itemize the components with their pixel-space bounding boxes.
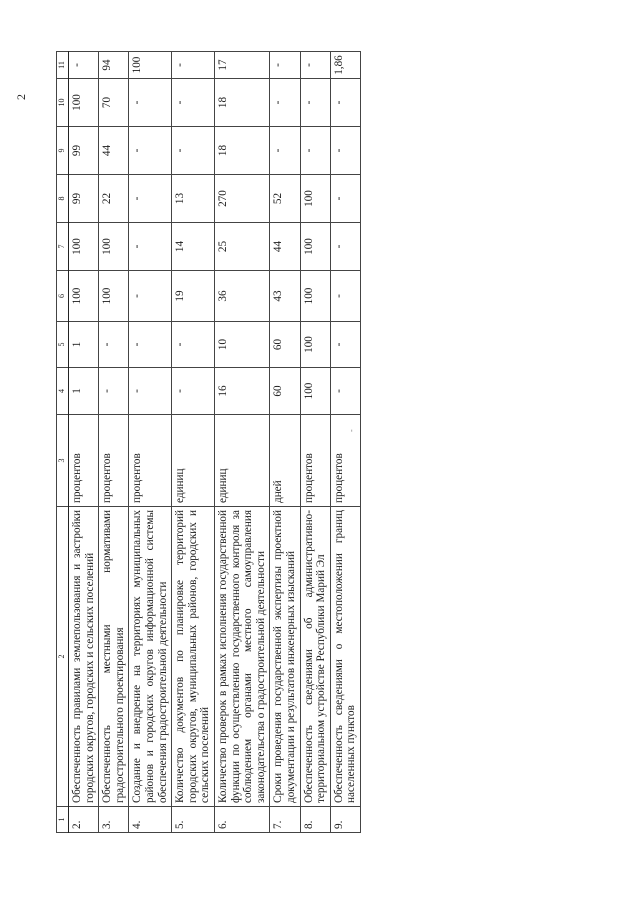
column-index-cell: 2 [57,507,69,807]
indicator-description: Количество документов по планировке территорий городских округов, муниципальных районов, городских и сельских поселений [172,507,215,807]
unit-cell: дней [270,415,300,507]
value-cell: - [99,368,129,415]
column-index-cell: 8 [57,175,69,223]
indicator-description: Обеспеченность местными нормативами градостроительного проектирования [99,507,129,807]
value-cell: 100 [99,271,129,322]
indicator-description: Количество проверок в рамках исполнения государственной функции по осуществлению государственного контроля за соблюдением органами местного самоуправления законодательства о градостроительной деятельности [214,507,269,807]
unit-cell: единиц [172,415,215,507]
value-cell: - [270,52,300,79]
value-cell: - [172,368,215,415]
column-index-cell: 7 [57,223,69,271]
value-cell: 100 [300,223,330,271]
value-cell: - [129,271,172,322]
column-index-cell: 5 [57,322,69,368]
column-index-cell: 6 [57,271,69,322]
value-cell: - [330,79,360,127]
value-cell: 52 [270,175,300,223]
column-index-cell: 3 [57,415,69,507]
table-row [129,52,172,833]
unit-cell: процентов [69,415,99,507]
value-cell: 100 [300,271,330,322]
value-cell: 25 [214,223,269,271]
value-cell: - [330,127,360,175]
table-row [172,52,215,833]
value-cell: 60 [270,322,300,368]
row-number: 2. [69,807,99,833]
page-number: 2 [14,94,28,100]
value-cell: 270 [214,175,269,223]
value-cell: - [330,223,360,271]
value-cell: - [172,79,215,127]
unit-cell: процентов [330,415,360,507]
column-index-row [57,52,69,833]
column-index-cell: 11 [57,52,69,79]
value-cell: - [270,79,300,127]
value-cell: 94 [99,52,129,79]
unit-cell: единиц [214,415,269,507]
row-number: 9. [330,807,360,833]
table-row [214,52,269,833]
value-cell: - [300,127,330,175]
value-cell: 1 [69,322,99,368]
unit-cell: процентов [99,415,129,507]
row-number: 3. [99,807,129,833]
row-number: 8. [300,807,330,833]
table-body [57,52,361,833]
column-index-cell: 10 [57,79,69,127]
row-number: 5. [172,807,215,833]
value-cell: 1 [69,368,99,415]
value-cell: - [270,127,300,175]
value-cell: 17 [214,52,269,79]
stray-mark: - [347,429,356,432]
value-cell: 100 [99,223,129,271]
value-cell: - [330,271,360,322]
value-cell: 99 [69,175,99,223]
value-cell: 18 [214,79,269,127]
table-row [69,52,99,833]
indicator-description: Обеспеченность сведениями об административно-территориальном устройстве Республики Марий Эл [300,507,330,807]
table-row [270,52,300,833]
indicators-table [56,51,361,833]
table-row [300,52,330,833]
table-row [99,52,129,833]
indicator-description: Сроки проведения государственной экспертизы проектной документации и результатов инженерных изысканий [270,507,300,807]
value-cell: 19 [172,271,215,322]
value-cell: 100 [69,271,99,322]
value-cell: - [330,368,360,415]
unit-cell: процентов [129,415,172,507]
value-cell: 43 [270,271,300,322]
value-cell: 14 [172,223,215,271]
value-cell: 44 [99,127,129,175]
value-cell: - [129,368,172,415]
value-cell: 22 [99,175,129,223]
value-cell: - [69,52,99,79]
value-cell: - [330,322,360,368]
value-cell: 100 [69,79,99,127]
value-cell: - [300,52,330,79]
value-cell: 13 [172,175,215,223]
value-cell: - [330,175,360,223]
column-index-cell: 9 [57,127,69,175]
indicator-description: Обеспеченность правилами землепользования и застройки городских округов, городских и сельских поселений [69,507,99,807]
value-cell: - [300,79,330,127]
value-cell: - [172,52,215,79]
value-cell: 100 [300,175,330,223]
value-cell: 100 [300,322,330,368]
row-number: 4. [129,807,172,833]
value-cell: - [172,322,215,368]
value-cell: 99 [69,127,99,175]
value-cell: 10 [214,322,269,368]
value-cell: - [172,127,215,175]
value-cell: - [129,127,172,175]
value-cell: 100 [69,223,99,271]
value-cell: 16 [214,368,269,415]
value-cell: 1,86 [330,52,360,79]
value-cell: 70 [99,79,129,127]
value-cell: - [129,175,172,223]
value-cell: - [99,322,129,368]
indicator-description: Создание и внедрение на территориях муниципальных районов и городских округов информационной системы обеспечения градостроительной деятельности [129,507,172,807]
unit-cell: процентов [300,415,330,507]
value-cell: - [129,322,172,368]
value-cell: - [129,223,172,271]
row-number: 6. [214,807,269,833]
indicator-description: Обеспеченность сведениями о местоположении границ населенных пунктов [330,507,360,807]
row-number: 7. [270,807,300,833]
value-cell: 100 [129,52,172,79]
value-cell: 18 [214,127,269,175]
value-cell: 60 [270,368,300,415]
column-index-cell: 4 [57,368,69,415]
value-cell: 36 [214,271,269,322]
value-cell: - [129,79,172,127]
value-cell: 44 [270,223,300,271]
value-cell: 100 [300,368,330,415]
column-index-cell: 1 [57,807,69,833]
table-row [330,52,360,833]
